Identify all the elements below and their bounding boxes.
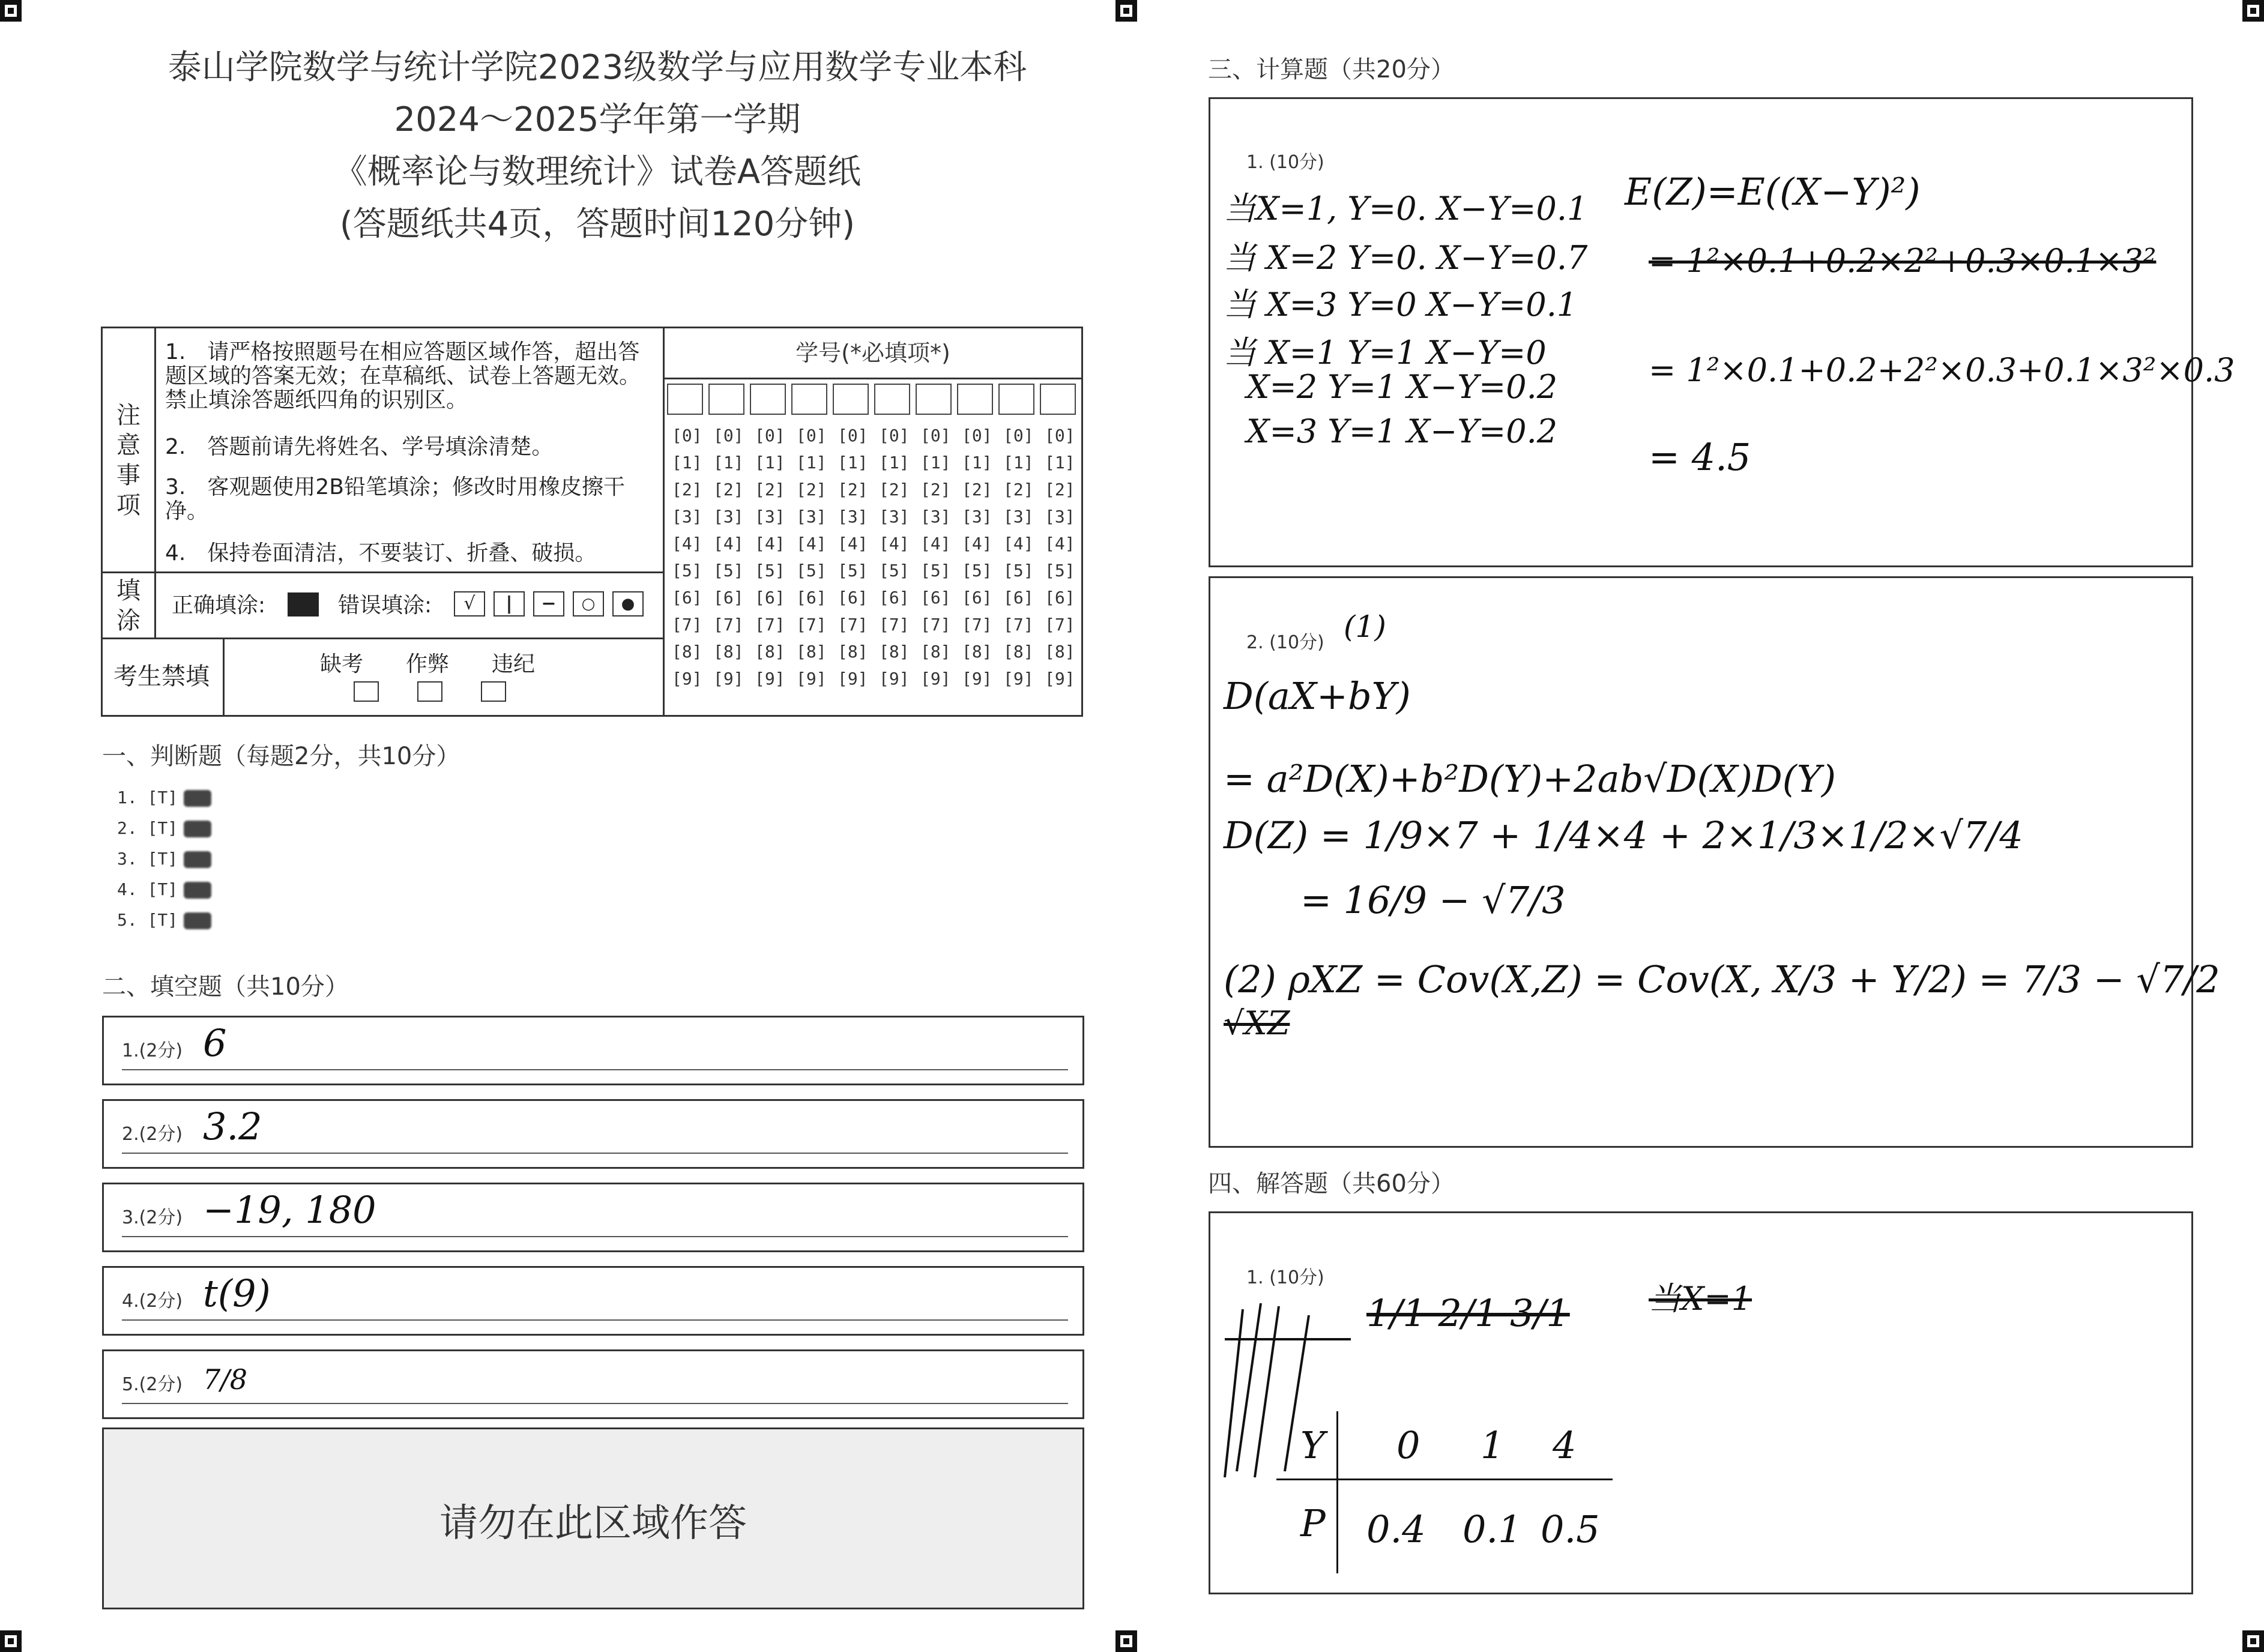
- student-id-digit-bubble[interactable]: [0]: [838, 426, 868, 445]
- student-id-digit-bubble[interactable]: [3]: [1003, 507, 1034, 526]
- fill-blank-4-label: 4.(2分): [122, 1291, 183, 1312]
- calc-q2-line-5: (2) ρXZ = Cov(X,Z) = Cov(X, X/3 + Y/2) = 7/3 − √7/2: [1224, 957, 2220, 1001]
- tf-item-4-label: 4. [T]: [117, 879, 178, 899]
- student-id-digit-bubble[interactable]: [7]: [1045, 615, 1075, 635]
- student-id-box[interactable]: [833, 384, 869, 415]
- student-id-digit-bubble[interactable]: [3]: [879, 507, 910, 526]
- student-id-box[interactable]: [998, 384, 1034, 415]
- section2-title: 二、填空题（共10分）: [102, 973, 349, 1001]
- wrong-mark-bar: |: [494, 591, 525, 616]
- distribution-table: [1276, 1411, 1613, 1573]
- student-id-digit-bubble[interactable]: [6]: [1045, 588, 1075, 607]
- student-id-digit-bubble[interactable]: [8]: [796, 642, 827, 662]
- solve-q1-scratch-note: 当X=1: [1649, 1280, 1752, 1318]
- corner-mark-top-right: [2242, 0, 2264, 22]
- student-id-digit-bubble[interactable]: [8]: [755, 642, 785, 662]
- student-id-digit-bubble[interactable]: [5]: [713, 561, 744, 580]
- wrong-fill-label: 错误填涂:: [338, 593, 432, 618]
- calc-q1-line-1: 当X=1, Y=0. X−Y=0.1: [1224, 190, 1588, 228]
- student-id-digit-bubble[interactable]: [2]: [962, 480, 992, 499]
- fill-blank-3-answer: −19, 180: [203, 1188, 376, 1232]
- student-id-digit-bubble[interactable]: [7]: [838, 615, 868, 635]
- student-id-box[interactable]: [791, 384, 827, 415]
- calc-q2-box[interactable]: [1209, 576, 2220, 1148]
- student-id-digit-bubble[interactable]: [6]: [672, 588, 702, 607]
- tf-item-5-mark: [184, 912, 211, 929]
- fill-blank-1-answer: 6: [203, 1021, 227, 1065]
- solve-q1-scratch-fraction: 1/1 2/1 3/1: [1366, 1291, 1570, 1335]
- student-id-digit-bubble[interactable]: [3]: [796, 507, 827, 526]
- calc-q2-line-1: D(aX+bY): [1224, 674, 1411, 718]
- student-id-digit-bubble[interactable]: [8]: [713, 642, 744, 662]
- calc-q1-right-4: = 4.5: [1649, 435, 1751, 479]
- tf-item-2-mark: [184, 821, 211, 837]
- table-row-val-1: 0.4: [1366, 1507, 1426, 1551]
- student-id-digit-bubble[interactable]: [1]: [755, 453, 785, 472]
- student-id-digit-bubble[interactable]: [8]: [920, 642, 951, 662]
- student-id-digit-bubble[interactable]: [3]: [713, 507, 744, 526]
- header-title-line4: (答题纸共4页，答题时间120分钟): [339, 205, 856, 244]
- student-id-box[interactable]: [957, 384, 993, 415]
- student-id-digit-bubble[interactable]: [6]: [713, 588, 744, 607]
- calc-q2-label: 2. (10分): [1246, 632, 1324, 653]
- student-id-digit-bubble[interactable]: [6]: [879, 588, 910, 607]
- student-id-digit-bubble[interactable]: [7]: [1003, 615, 1034, 635]
- solve-q1-box[interactable]: [1209, 1211, 2193, 1594]
- violation-checkbox[interactable]: [481, 681, 506, 702]
- student-id-digit-bubble[interactable]: [1]: [796, 453, 827, 472]
- calc-q1-right-2: = 1²×0.1+0.2×2²+0.3×0.1×3²: [1649, 242, 2157, 280]
- tf-item-3[interactable]: [117, 849, 211, 869]
- student-id-digit-bubble[interactable]: [9]: [755, 669, 785, 689]
- student-id-box[interactable]: [1040, 384, 1076, 415]
- student-id-digit-bubble[interactable]: [9]: [1045, 669, 1075, 689]
- no-answer-zone: [102, 1427, 1084, 1609]
- student-id-digit-bubble[interactable]: [2]: [672, 480, 702, 499]
- student-id-digit-bubble[interactable]: [6]: [796, 588, 827, 607]
- student-id-digit-bubble[interactable]: [3]: [1045, 507, 1075, 526]
- student-id-digit-bubble[interactable]: [3]: [920, 507, 951, 526]
- table-row-val-3: 0.5: [1541, 1507, 1600, 1551]
- student-id-digit-bubble[interactable]: [9]: [920, 669, 951, 689]
- fill-blank-2[interactable]: [102, 1099, 1084, 1169]
- correct-fill-label: 正确填涂:: [172, 593, 266, 618]
- section1-title: 一、判断题（每题2分，共10分）: [102, 743, 460, 770]
- student-id-digit-bubble[interactable]: [3]: [962, 507, 992, 526]
- student-id-digit-bubble[interactable]: [0]: [755, 426, 785, 445]
- calc-q2-line-3: D(Z) = 1/9×7 + 1/4×4 + 2×1/3×1/2×√7/4: [1224, 813, 2023, 857]
- student-id-digit-bubble[interactable]: [2]: [1045, 480, 1075, 499]
- student-id-digit-bubble[interactable]: [3]: [838, 507, 868, 526]
- calc-q1-line-5: X=2 Y=1 X−Y=0.2: [1246, 368, 1558, 406]
- tf-item-4-mark: [184, 882, 211, 899]
- student-id-digit-bubble[interactable]: [1]: [1045, 453, 1075, 472]
- student-id-digit-bubble[interactable]: [8]: [1003, 642, 1034, 662]
- violation-label: 违纪: [492, 652, 536, 677]
- fill-blank-5-label: 5.(2分): [122, 1374, 183, 1395]
- fill-blank-1-label: 1.(2分): [122, 1040, 183, 1061]
- section3-title: 三、计算题（共20分）: [1208, 56, 1455, 83]
- corner-mark-top-center: [1115, 0, 1137, 22]
- student-id-digit-bubble[interactable]: [9]: [962, 669, 992, 689]
- tf-item-4[interactable]: [117, 879, 211, 899]
- calc-q1-right-1: E(Z)=E((X−Y)²): [1625, 170, 1921, 214]
- student-id-title: 学号(*必填项*): [795, 340, 950, 366]
- student-id-digit-bubble[interactable]: [6]: [1003, 588, 1034, 607]
- student-id-digit-bubble[interactable]: [4]: [838, 534, 868, 553]
- student-id-digit-bubble[interactable]: [7]: [713, 615, 744, 635]
- student-id-digit-bubble[interactable]: [1]: [838, 453, 868, 472]
- fill-blank-5-answer: 7/8: [203, 1363, 248, 1396]
- student-id-digit-bubble[interactable]: [4]: [713, 534, 744, 553]
- fill-blank-5[interactable]: [102, 1349, 1084, 1419]
- calc-q2-line-6: √XZ: [1224, 1004, 1290, 1042]
- corner-mark-bottom-center: [1115, 1630, 1137, 1652]
- fill-blank-4-answer: t(9): [203, 1271, 271, 1315]
- student-id-digit-bubble[interactable]: [5]: [962, 561, 992, 580]
- calc-q1-line-4: 当 X=1 Y=1 X−Y=0: [1224, 334, 1547, 372]
- student-id-digit-bubble[interactable]: [2]: [838, 480, 868, 499]
- student-id-digit-bubble[interactable]: [5]: [879, 561, 910, 580]
- student-id-digit-bubble[interactable]: [9]: [713, 669, 744, 689]
- student-id-digit-bubble[interactable]: [6]: [755, 588, 785, 607]
- student-id-digit-bubble[interactable]: [8]: [838, 642, 868, 662]
- student-id-digit-bubble[interactable]: [2]: [1003, 480, 1034, 499]
- student-id-digit-bubble[interactable]: [8]: [962, 642, 992, 662]
- student-id-digit-bubble[interactable]: [0]: [672, 426, 702, 445]
- header-title-line1: 泰山学院数学与统计学院2023级数学与应用数学专业本科: [168, 48, 1027, 87]
- calc-q2-part-mark: (1): [1344, 609, 1386, 644]
- student-id-digit-bubble[interactable]: [5]: [838, 561, 868, 580]
- calc-q1-label: 1. (10分): [1246, 152, 1324, 173]
- notice-item-3: 3. 客观题使用2B铅笔填涂；修改时用橡皮擦干净。: [165, 475, 625, 523]
- student-id-digit-bubble[interactable]: [2]: [796, 480, 827, 499]
- student-id-digit-bubble[interactable]: [0]: [1003, 426, 1034, 445]
- tf-item-2-label: 2. [T]: [117, 818, 178, 838]
- student-id-digit-bubble[interactable]: [1]: [1003, 453, 1034, 472]
- student-id-box[interactable]: [916, 384, 952, 415]
- student-id-digit-bubble[interactable]: [9]: [672, 669, 702, 689]
- student-id-digit-bubble[interactable]: [1]: [962, 453, 992, 472]
- student-id-digit-bubble[interactable]: [9]: [1003, 669, 1034, 689]
- student-id-digit-bubble[interactable]: [6]: [838, 588, 868, 607]
- fill-blank-2-label: 2.(2分): [122, 1124, 183, 1145]
- absent-checkbox[interactable]: [354, 681, 379, 702]
- header-title-line3: 《概率论与数理统计》试卷A答题纸: [333, 152, 862, 191]
- fill-blank-4[interactable]: [102, 1266, 1084, 1336]
- student-id-grid[interactable]: [667, 384, 1081, 714]
- student-id-digit-bubble[interactable]: [8]: [672, 642, 702, 662]
- notice-item-2: 2. 答题前请先将姓名、学号填涂清楚。: [165, 435, 554, 459]
- student-id-digit-bubble[interactable]: [4]: [672, 534, 702, 553]
- corner-mark-bottom-left: [0, 1630, 22, 1652]
- student-id-digit-bubble[interactable]: [9]: [838, 669, 868, 689]
- cheat-label: 作弊: [406, 652, 450, 677]
- wrong-mark-check: √: [454, 591, 485, 616]
- header-title-line2: 2024～2025学年第一学期: [394, 100, 801, 139]
- student-id-digit-bubble[interactable]: [0]: [920, 426, 951, 445]
- corner-mark-bottom-right: [2242, 1630, 2264, 1652]
- calc-q1-right-3: = 1²×0.1+0.2+2²×0.3+0.1×3²×0.3: [1649, 351, 2235, 389]
- student-id-digit-bubble[interactable]: [8]: [1045, 642, 1075, 662]
- no-answer-zone-text: 请勿在此区域作答: [439, 1501, 747, 1546]
- student-id-digit-bubble[interactable]: [5]: [796, 561, 827, 580]
- student-id-digit-bubble[interactable]: [7]: [672, 615, 702, 635]
- student-id-digit-bubble[interactable]: [5]: [1003, 561, 1034, 580]
- calc-q2-line-2: = a²D(X)+b²D(Y)+2ab√D(X)D(Y): [1224, 757, 1837, 801]
- student-id-digit-bubble[interactable]: [8]: [879, 642, 910, 662]
- student-id-digit-bubble[interactable]: [7]: [920, 615, 951, 635]
- student-id-digit-bubble[interactable]: [0]: [713, 426, 744, 445]
- student-id-digit-bubble[interactable]: [1]: [713, 453, 744, 472]
- fill-blank-3-label: 3.(2分): [122, 1207, 183, 1228]
- table-header-val-3: 4: [1553, 1423, 1577, 1467]
- student-id-digit-bubble[interactable]: [2]: [713, 480, 744, 499]
- student-id-digit-bubble[interactable]: [2]: [879, 480, 910, 499]
- student-id-digit-bubble[interactable]: [1]: [672, 453, 702, 472]
- student-id-box[interactable]: [708, 384, 744, 415]
- student-id-box[interactable]: [667, 384, 703, 415]
- student-id-digit-bubble[interactable]: [0]: [962, 426, 992, 445]
- student-id-digit-bubble[interactable]: [1]: [920, 453, 951, 472]
- exam-only-label: 考生禁填: [113, 663, 210, 690]
- student-id-box[interactable]: [750, 384, 786, 415]
- student-id-digit-bubble[interactable]: [0]: [879, 426, 910, 445]
- calc-q1-line-2: 当 X=2 Y=0. X−Y=0.7: [1224, 239, 1588, 277]
- notice-item-1: 1. 请严格按照题号在相应答题区域作答，超出答题区域的答案无效；在草稿纸、试卷上答题无效。禁止填涂答题纸四角的识别区。: [165, 340, 641, 412]
- calc-q1-line-3: 当 X=3 Y=0 X−Y=0.1: [1224, 286, 1578, 324]
- student-id-digit-bubble[interactable]: [5]: [1045, 561, 1075, 580]
- fill-side-label: 填涂: [116, 577, 140, 635]
- student-id-digit-bubble[interactable]: [9]: [796, 669, 827, 689]
- student-id-box[interactable]: [874, 384, 910, 415]
- fill-blank-1[interactable]: [102, 1016, 1084, 1085]
- cheat-checkbox[interactable]: [417, 681, 442, 702]
- student-id-digit-bubble[interactable]: [5]: [920, 561, 951, 580]
- student-id-digit-bubble[interactable]: [7]: [962, 615, 992, 635]
- tf-item-3-mark: [184, 851, 211, 868]
- student-id-digit-bubble[interactable]: [5]: [672, 561, 702, 580]
- tf-item-5[interactable]: [117, 910, 211, 930]
- solve-q1-label: 1. (10分): [1246, 1267, 1324, 1288]
- absent-label: 缺考: [320, 652, 364, 677]
- student-id-digit-bubble[interactable]: [4]: [1045, 534, 1075, 553]
- student-id-digit-bubble[interactable]: [7]: [755, 615, 785, 635]
- calc-q2-line-4: = 16/9 − √7/3: [1300, 878, 1566, 922]
- student-id-digit-bubble[interactable]: [2]: [755, 480, 785, 499]
- fill-blank-2-answer: 3.2: [203, 1105, 262, 1148]
- student-id-digit-bubble[interactable]: [7]: [796, 615, 827, 635]
- calc-q1-line-6: X=3 Y=1 X−Y=0.2: [1246, 412, 1558, 450]
- student-id-digit-bubble[interactable]: [4]: [920, 534, 951, 553]
- notice-item-4: 4. 保持卷面清洁，不要装订、折叠、破损。: [165, 541, 597, 565]
- tf-item-5-label: 5. [T]: [117, 910, 178, 930]
- table-row-val-2: 0.1: [1463, 1507, 1522, 1551]
- student-id-digit-bubble[interactable]: [0]: [1045, 426, 1075, 445]
- student-id-digit-bubble[interactable]: [1]: [879, 453, 910, 472]
- tf-item-1-label: 1. [T]: [117, 788, 178, 807]
- student-id-digit-bubble[interactable]: [0]: [796, 426, 827, 445]
- student-id-digit-bubble[interactable]: [4]: [879, 534, 910, 553]
- student-id-digit-bubble[interactable]: [4]: [796, 534, 827, 553]
- wrong-mark-dot: ●: [612, 591, 644, 616]
- calc-q1-box[interactable]: [1209, 97, 2235, 567]
- student-id-digit-bubble[interactable]: [3]: [672, 507, 702, 526]
- section4-title: 四、解答题（共60分）: [1208, 1170, 1455, 1198]
- student-id-digit-bubble[interactable]: [7]: [879, 615, 910, 635]
- table-header-val-1: 0: [1396, 1423, 1420, 1467]
- table-header-val-2: 1: [1481, 1423, 1505, 1467]
- notice-panel: [101, 327, 1083, 717]
- correct-fill-sample: [288, 592, 319, 616]
- student-id-digit-bubble[interactable]: [6]: [962, 588, 992, 607]
- wrong-mark-dash: −: [533, 591, 564, 616]
- student-id-digit-bubble[interactable]: [4]: [1003, 534, 1034, 553]
- student-id-digit-bubble[interactable]: [4]: [755, 534, 785, 553]
- tf-item-1-mark: [184, 790, 211, 807]
- student-id-digit-bubble[interactable]: [9]: [879, 669, 910, 689]
- tf-item-2[interactable]: [117, 818, 211, 838]
- student-id-digit-bubble[interactable]: [4]: [962, 534, 992, 553]
- table-row-label: P: [1300, 1501, 1326, 1545]
- notice-side-label: 注意事项: [116, 402, 140, 519]
- tf-item-1[interactable]: [117, 788, 211, 807]
- fill-blank-3[interactable]: [102, 1183, 1084, 1252]
- student-id-digit-bubble[interactable]: [3]: [755, 507, 785, 526]
- corner-mark-top-left: [0, 0, 22, 22]
- student-id-digit-bubble[interactable]: [6]: [920, 588, 951, 607]
- wrong-mark-circle: ○: [573, 591, 604, 616]
- student-id-digit-bubble[interactable]: [5]: [755, 561, 785, 580]
- tf-item-3-label: 3. [T]: [117, 849, 178, 869]
- table-header-var: Y: [1300, 1423, 1325, 1467]
- student-id-digit-bubble[interactable]: [2]: [920, 480, 951, 499]
